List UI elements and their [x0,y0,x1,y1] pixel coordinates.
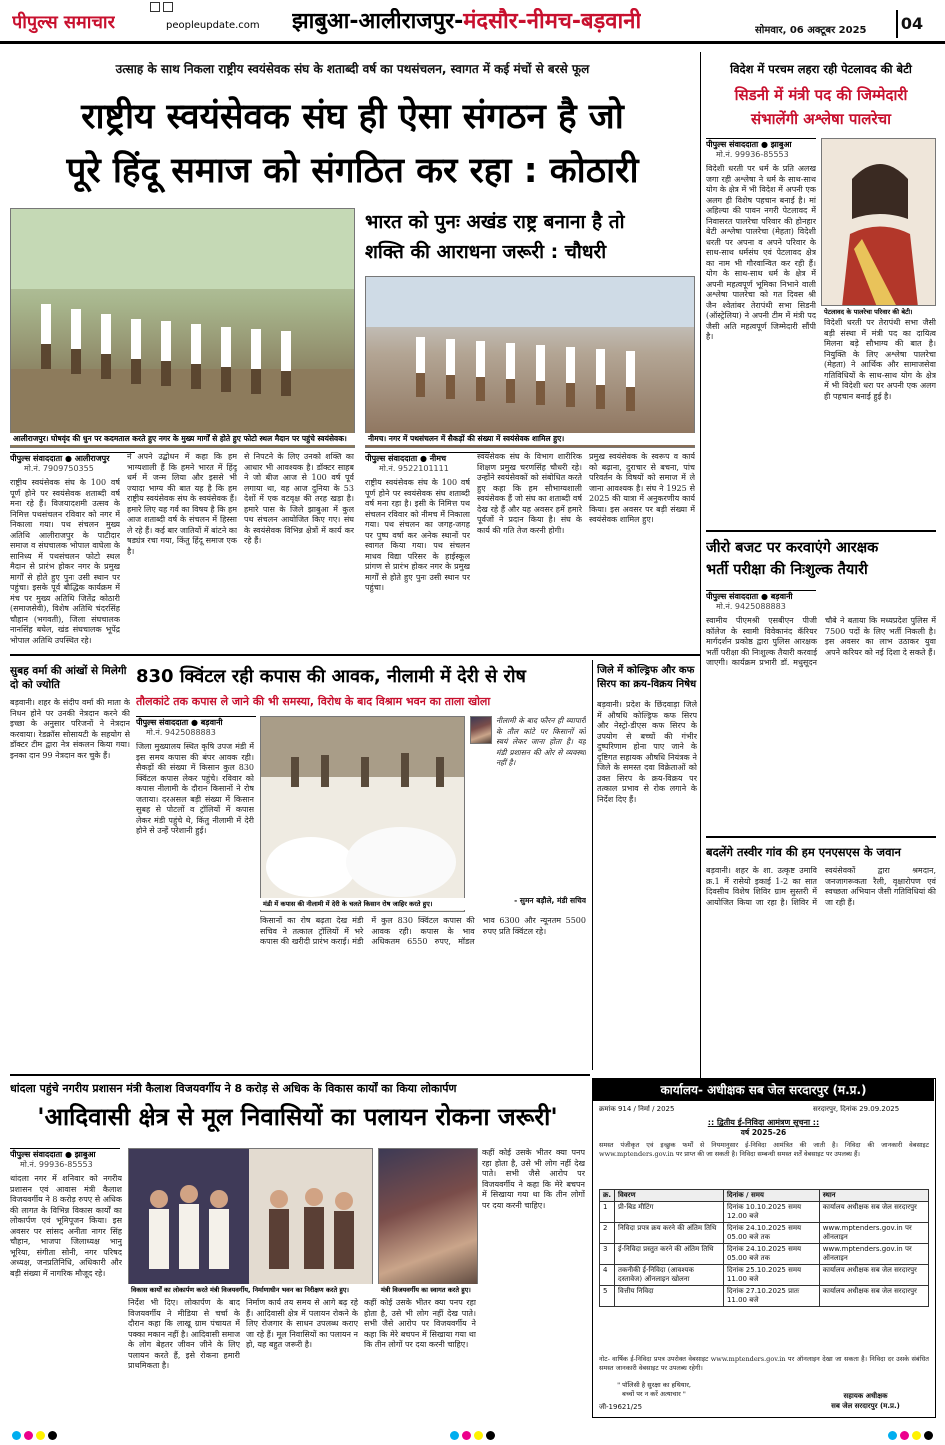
cell: कार्यालय अधीक्षक सब जेल सरदारपुर [819,1202,928,1223]
region-title-red: मंदसौर-नीमच-बड़वानी [463,9,642,34]
tribal-kicker: धांदला पहुंचे नगरीय प्रशासन मंत्री कैलाश विजयवर्गीय ने 8 करोड़ से अधिक के विकास कार्यों का किया लोकार्पण [10,1082,457,1095]
cell: वित्तीय निविदा [615,1286,724,1307]
tribal-photo-inauguration [128,1148,373,1294]
table-row [600,1265,929,1286]
tender-slogan [599,1381,709,1399]
cotton-quote-box [470,716,586,912]
tender-table-header [600,1190,929,1202]
tribal-headline: 'आदिवासी क्षेत्र से मूल निवासियों का पलायन रोकना जरूरी' [37,1103,558,1131]
table-row [600,1223,929,1244]
syrup-headline-line1: जिले में कोल्ड्रिफ और कफ [597,665,695,676]
region-title [292,8,641,36]
registration-mark [150,2,160,12]
tender-ad-code: जी-19621/25 [599,1403,643,1411]
cell: दिनांक 25.10.2025 समय 11.00 बजे [723,1265,819,1286]
cell: 4 [600,1265,615,1286]
region-title-black: झाबुआ-आलीराजपुर- [292,9,464,34]
yellow-dot [36,1431,45,1440]
recruitment-mobile: मो.नं. 9425088883 [716,602,786,611]
cell: प्री-बिड मीटिंग [615,1202,724,1223]
sidebar-kicker: विदेश में परचम लहरा रही पेटलावद की बेटी [730,62,912,76]
issue-date: सोमवार, 06 अक्टूबर 2025 [755,25,867,36]
logo: पीपुल्स समाचार [12,12,115,33]
cotton-subheadline: तौलकांटे तक कपास ले जाने की भी समस्या, विरोध के बाद विश्राम भवन का ताला खोला [136,695,491,708]
cell: कार्यालय अधीक्षक सब जेल सरदारपुर [819,1265,928,1286]
sub-headline-line2: शक्ति की आराधना जरूरी : चौधरी [365,241,607,263]
tender-col-desc: विवरण [615,1190,724,1202]
lead-column-1: राष्ट्रीय स्वयंसेवक संघ के 100 वर्ष पूर्ण होने पर स्वयंसेवक शताब्दी वर्ष मना रहे हैं। विजयादशमी उत्सव के निमित्त पथसंचलन रविवार को नगर में निकाला गया। पथ संचलन मुख्य अतिथि आलीराजपुर के पाटीदार समाज व संघचालक भोपाल वाघेला के सानिध्य में पथसंचलन फोटो स्थल मैदान से प्रारंभ होकर नगर के प्रमुख मार्गों से होते हुए पुनः उसी स्थान पर पहुंचा। इसके पूर्व बौद्धिक कार्यक्रम में मंच पर मुख्य अतिथि जितेंद्र कोठारी (समाजसेवी), विशेष अतिथि चंदरसिंह चौहान (भगवती), जिला संघचालक नानसिंह बघेल, खंड संघचालक भूपेंद्र भोपाल अतिथि उपस्थित रहे। [10,478,120,645]
cell: ई-निविदा प्रस्तुत करने की अंतिम तिथि [615,1244,724,1265]
cotton-body-2: किसानों का रोष बढ़ता देख मंडी सचिव ने तत्काल ट्रॉलियों में भरे कपास की खरीदी प्रारंभ कराई। मंडी में कुल 830 क्विंटल कपास की आवक रही। कपास के भाव अधिकतम 6550 रुपए, मॉडल भाव 6300 और न्यूनतम 5500 रुपए प्रति क्विंटल रहे। [260,916,586,946]
lead-photo-alirajpur [10,208,355,448]
registration-marks-center [450,1431,495,1440]
color-registration-bar [0,1425,945,1445]
lead-column-2: ने अपने उद्बोधन में कहा कि हम भाग्यशाली हैं कि हमने भारत में हिंदू धर्म में जन्म लिया और इससे भी ज्यादा भाग्य की बात यह है कि हम राष्ट्रीय स्वयंसेवक संघ के स्वयंसेवक हैं। हमारे लिए यह गर्व का विषय है कि हम आज शताब्दी वर्ष के संचलन में हिस्सा ले रहे हैं। कई बार जातियों में बांटने का षड्यंत्र रचा गया, किंतु हिंदू समाज एक है। [127,452,237,556]
sidebar-headline-line1: सिडनी में मंत्री पद की जिम्मेदारी [734,86,908,104]
tender-ref: क्रमांक 914 / निर्मा / 2025 [599,1105,675,1113]
neemuch-march-illustration [366,277,695,448]
registration-marks [150,2,173,12]
black-dot [924,1431,933,1440]
sidebar-photo-caption: पेटलावद के पालरेचा परिवार की बेटी। [821,306,936,318]
lead-column-6: प्रमुख स्वयंसेवक के स्वरूप व कार्य को बढ़ाना, दुराचार से बचना, पांच परिवर्तन के विषयों को समाज में ले जाना आवश्यक है। संघ ने 1925 से 2025 की यात्रा में अनुकरणीय कार्य किया। इस अवसर पर बड़ी संख्या में स्वयंसेवक शामिल हुए। [589,452,695,524]
cotton-quote: नीलामी के बाद फौरन ही व्यापारी के तौल कांटे पर किसानों को स्वयं लेकर जाना होता है। यह मंडी प्रशासन की ओर से व्यवस्था नहीं है। [496,716,586,767]
tender-table [599,1189,929,1307]
eye-donation-headline: सुबह वर्मा की आंखों से मिलेगी दो को ज्योति [10,665,127,691]
tribal-body-3: निर्माण कार्य तय समय से आगे बढ़ रहे हैं। आदिवासी क्षेत्र में पलायन रोकने के लिए रोजगार के साधन उपलब्ध कराए जा रहे हैं। मूल निवासियों का पलायन न हो, यह बहुत जरूरी है। [246,1298,358,1349]
yellow-dot [912,1431,921,1440]
tender-signatory [803,1391,928,1411]
tender-col-no: क्र. [600,1190,615,1202]
nss-headline: बदलेंगे तस्वीर गांव की हम एनएसएस के जवान [706,845,901,859]
lead-story [10,48,695,648]
recruitment-headline-line1: जीरो बजट पर करवाएंगे आरक्षक [706,540,879,556]
mandi-secretary-photo [470,716,492,744]
lead-column-4: राष्ट्रीय स्वयंसेवक संघ के 100 वर्ष पूर्ण होने पर स्वयंसेवक संघ शताब्दी वर्ष मना रहा है। इसी के निमित्त पथ संचलन रविवार को नीमच में निकाला गया। पथ संचलन का जगह-जगह पर पुष्प वर्षा कर अनेक स्थानों पर स्वागत किया गया। पथ संचलन माधव विद्या परिसर के हाईस्कूल प्रांगण से प्रारंभ होकर नगर के प्रमुख मार्गों से होते हुए पुनः उसी स्थान पर पहुंचा। [365,478,470,592]
black-dot [48,1431,57,1440]
lead-headline-line1: राष्ट्रीय स्वयंसेवक संघ ही ऐसा संगठन है जो [81,97,624,137]
cyan-dot [888,1431,897,1440]
sidebar-story [706,52,936,522]
column-divider [700,52,701,1092]
page-number: 04 [896,10,926,38]
nss-story [706,836,936,1066]
nss-body: बड़वानी। शहर के शा. उत्कृष्ट उमावि क्र.1 में रासेयो इकाई 1-2 का सात दिवसीय विशेष शिविर ग्राम सुस्तरी में आयोजित किया जा रहा है। शिविर में स्वयंसेवकों द्वारा श्रमदान, जनजागरूकता रैली, वृक्षारोपण एवं स्वच्छता अभियान जैसी गतिविधियां की जा रही हैं। [706,866,936,907]
lead-byline-1: पीपुल्स संवाददाता ● आलीराजपुर [10,452,135,464]
recruitment-byline: पीपुल्स संवाददाता ● बड़वानी [706,590,816,602]
sidebar-body-1: विदेशी धरती पर धर्म के प्रति अलख जगा रही अश्लेषा ने धर्म के साथ-साथ योग के क्षेत्र में भी विदेश में अपनी एक अलग ही विशेष पहचान बनाई है। मां अहिल्या की पावन नगरी पेटलावद में निवासरत पालरेचा परिवार की होनहार बेटी अश्लेषा पालरेचा (मेहता) विदेशी धरती पर अपना व अपने परिवार के साथ-साथ धर्मसंघ एवं पेटलावद क्षेत्र का नाम भी गौरवान्वित कर रही हैं। योग के साथ-साथ धर्म के क्षेत्र में अपनी महत्वपूर्ण भूमिका निभाने वाली अश्लेषा पालरेचा को गत दिवस श्री जैन श्वेतांबर तेरापंथी सभा सिडनी (ऑस्ट्रेलिया) ने अपनी टीम में मंत्री पद जैसी अति महत्वपूर्ण जिम्मेदारी सौंपी है। [706,164,816,341]
magenta-dot [24,1431,33,1440]
eye-donation-body: बड़वानी। शहर के संदीप वर्मा की माता के निधन होने पर उनकी नेत्रदान करने की इच्छा के अनुसार परिजनों ने नेत्रदान करवाया। रेडक्रॉस सोसायटी के सहयोग से डॉक्टर टीम द्वारा नेत्र संकलन किया गया। इनका दान 99 नेत्रदान कर चुके हैं। [10,698,130,760]
website[interactable]: peopleupdate.com [166,20,260,31]
tender-col-place: स्थान [819,1190,928,1202]
cotton-story [136,660,586,1070]
tender-signatory-line2: सब जेल सरदारपुर (म.प्र.) [831,1402,900,1410]
table-row [600,1286,929,1307]
tender-intro: समस्त पंजीकृत एवं इच्छुक फर्मों से नियमानुसार ई-निविदा आमंत्रित की जाती है। निविदा की जानकारी वेबसाइट www.mptenders.gov.in पर प्राप्त की जा सकती है। निविदा सम्बन्धी समस्त शर्तें वेबसाइट पर उपलब्ध हैं। [599,1141,929,1158]
lead-byline-2: पीपुल्स संवाददाता ● नीमच [365,452,490,464]
tender-notice [592,1078,936,1418]
cell[interactable]: www.mptenders.gov.in पर ऑनलाइन [819,1244,928,1265]
cell: 2 [600,1223,615,1244]
tender-schedule [599,1189,929,1307]
cotton-heaps-illustration [261,717,465,912]
tribal-body-4: कहीं कोई उसके भीतर क्या पनप रहा होता है, उसे भी लोग नहीं देख पाते। सभी जैसे आरोप पर विजयवर्गीय ने कहा कि मेरे बचपन में सिखाया गया था कि तीन लोगों पर दया करनी चाहिए। [364,1298,476,1349]
cell: दिनांक 24.10.2025 समय 05.00 बजे तक [723,1223,819,1244]
sidebar-byline: पीपुल्स संवाददाता ● झाबुआ [706,138,816,150]
cell: 1 [600,1202,615,1223]
cell: तकनीकी ई-निविदा (आवश्यक दस्तावेज) ऑनलाइन खोलना [615,1265,724,1286]
eye-donation-story [10,660,130,1070]
cell[interactable]: www.mptenders.gov.in पर ऑनलाइन [819,1223,928,1244]
magenta-dot [462,1431,471,1440]
tribal-body-1: थांदला नगर में शनिवार को नगरीय प्रशासन एवं आवास मंत्री कैलाश विजयवर्गीय ने 8 करोड़ रुपए से अधिक की लागत के विभिन्न विकास कार्यों का लोकार्पण एवं भूमिपूजन किया। इस अवसर पर सांसद अनीता नागर सिंह चौहान, भाजपा जिलाध्यक्ष भानु भूरिया, संगीता सोनी, नगर परिषद अध्यक्ष, जनप्रतिनिधि, अधिकारी और बड़ी संख्या में नागरिक मौजूद रहे। [10,1174,122,1278]
sidebar-portrait-photo [821,138,936,306]
tender-note: नोट- वार्षिक ई-निविदा प्रपत्र उपरोक्त वेबसाइट www.mptenders.gov.in पर ऑनलाइन देखा जा सकता है। निविदा दर उसके संबंधित समस्त जानकारी वेबसाइट पर उपलब्ध रहेगी। [599,1355,929,1372]
cotton-quote-author: - सुमन बड़ौले, मंडी सचिव [514,896,586,905]
tender-slogan-line1: " पॉलिसी है सुरक्षा का हथियार, [617,1381,691,1389]
registration-mark [163,2,173,12]
cotton-byline: पीपुल्स संवाददाता ● बड़वानी [136,716,256,728]
lead-photo1-caption: आलीराजपुर। घोषवृंद की धुन पर कदमताल करते हुए नगर के मुख्य मार्गों से होते हुए फोटो स्थल मैदान पर पहुंचे स्वयंसेवक। [10,433,355,445]
cell: दिनांक 24.10.2025 समय 05.00 बजे तक [723,1244,819,1265]
portrait-illustration [822,139,936,306]
tender-title: कार्यालय- अधीक्षक सब जेल सरदारपुर (म.प्र.) [593,1079,934,1101]
tribal-mobile: मो.नं. 99936-85553 [20,1160,93,1169]
recruitment-body: स्वामीय पीएमश्री एसबीएन पीजी कॉलेज के स्वामी विवेकानंद कॅरियर मार्गदर्शन प्रकोष्ठ द्वारा पुलिस आरक्षक भर्ती परीक्षा की निःशुल्क तैयारी करवाई जाएगी। कार्यक्रम प्रभारी डॉ. मधुसूदन चौबे ने बताया कि मध्यप्रदेश पुलिस में 7500 पदों के लिए भर्ती निकली है। इस अवसर का लाभ उठाकर युवा अपने करियर को नई दिशा दे सकते हैं। [706,616,936,667]
cotton-mobile: मो.नं. 9425088883 [146,728,216,737]
tender-notice-title: :: द्वितीय ई-निविदा आमंत्रण सूचना :: [707,1118,820,1127]
section-divider-2 [10,1074,590,1076]
cell: दिनांक 27.10.2025 प्रातः 11.00 बजे [723,1286,819,1307]
tribal-byline: पीपुल्स संवाददाता ● झाबुआ [10,1148,120,1160]
tribal-photo-welcome [378,1148,478,1294]
table-row [600,1244,929,1265]
syrup-body: बड़वानी। प्रदेश के छिंदवाड़ा जिले में औषधि कोल्ड्रिफ कफ सिरप और नेस्ट्रो-डीएस कफ सिरप के उपयोग से बच्चों की गंभीर दुष्परिणाम होना पाए जाने के दृष्टिगत सहायक औषधि नियंत्रक ने जिले के समस्त दवा विक्रेताओं को उक्त सिरप के क्रय-विक्रय पर तत्काल प्रभाव से रोक लगाने के निर्देश दिए हैं। [597,700,697,804]
table-row [600,1202,929,1223]
cotton-body-1: जिला मुख्यालय स्थित कृषि उपज मंडी में इस समय कपास की बंपर आवक रही। सैकड़ों की संख्या में किसान कुल 830 क्विंटल कपास लेकर पहुंचे। रविवार को कपास नीलामी के दौरान किसानों ने रोष जताया। दरअसल बड़ी संख्या में किसान सुबह से पोटलों व ट्रॉलियों में कपास लेकर मंडी पहुंचे थे, किंतु नीलामी में देरी होने से उन्हें परेशानी हुई। [136,742,254,835]
tender-col-date: दिनांक / समय [723,1190,819,1202]
lead-photo-neemuch [365,276,695,448]
tribal-body-5: कहीं कोई उसके भीतर क्या पनप रहा होता है, उसे भी लोग नहीं देख पाते। सभी जैसे आरोप पर विजयवर्गीय ने कहा कि मेरे बचपन में सिखाया गया था कि तीन लोगों पर दया करनी चाहिए। [482,1148,585,1210]
cotton-headline: 830 क्विंटल रही कपास की आवक, नीलामी में देरी से रोष [136,666,526,687]
cell: दिनांक 10.10.2025 समय 12.00 बजे [723,1202,819,1223]
registration-marks-left [12,1431,57,1440]
tender-date: सरदारपुर, दिनांक 29.09.2025 [813,1105,900,1113]
sub-headline-line1: भारत को पुनः अखंड राष्ट्र बनाना है तो [365,211,625,233]
lead-mobile-1: मो.नं. 7909750355 [24,464,94,473]
cyan-dot [450,1431,459,1440]
cotton-photo-caption: मंडी में कपास की नीलामी में देरी के चलते किसान रोष जाहिर करते हुए। [260,898,465,910]
tribal-photo2-caption: मंत्री विजयवर्गीय का स्वागत करते हुए। [378,1284,478,1296]
black-dot [486,1431,495,1440]
sidebar-mobile: मो.नं. 99936-85553 [716,150,789,159]
lead-mobile-2: मो.नं. 9522101111 [379,464,449,473]
cell: कार्यालय अधीक्षक सब जेल सरदारपुर [819,1286,928,1307]
tender-year: वर्ष 2025-26 [740,1128,787,1137]
yellow-dot [474,1431,483,1440]
sidebar-headline-line2: संभालेंगी अश्लेषा पालरेचा [750,110,891,128]
syrup-headline-line2: सिरप का क्रय-विक्रय निषेध [597,679,697,690]
sidebar-body-2: विदेशी धरती पर तेरापंथी सभा जैसी बड़ी संस्था में मंत्री पद का दायित्व मिलना बड़े सौभाग्य की बात है। नियुक्ति के लिए अश्लेषा पालरेचा (मेहता) ने आर्थिक और सामाजसेवा गतिविधियों के साथ-साथ योग के क्षेत्र में भी विदेशी धरा पर अपनी एक अलग ही पहचान बनाई हुई है। [824,318,936,401]
lead-column-5: स्वयंसेवक संघ के विभाग शारीरिक शिक्षण प्रमुख चरणसिंह चौधरी रहे। उन्होंने स्वयंसेवकों को संबोधित करते हुए कहा कि हम सौभाग्यशाली स्वयंसेवक हैं जो संघ का शताब्दी वर्ष देख रहे हैं और यह अवसर हमें हमारे पूर्वजों ने प्रदान किया है। संघ के कार्य की गति तेज करनी होगी। [477,452,582,535]
lead-photo2-caption: नीमच। नगर में पथसंचलन में सैकड़ों की संख्या में स्वयंसेवक शामिल हुए। [365,433,695,445]
section-divider [10,654,700,656]
lead-kicker: उत्साह के साथ निकला राष्ट्रीय स्वयंसेवक संघ के शताब्दी वर्ष का पथसंचलन, स्वागत में कई मंचों से बरसे फूल [115,62,590,76]
tender-signatory-line1: सहायक अधीक्षक [843,1392,888,1400]
magenta-dot [900,1431,909,1440]
cough-syrup-story [592,660,697,1070]
marching-volunteers-illustration [11,209,355,448]
inauguration-illustration [129,1149,373,1294]
cell: 3 [600,1244,615,1265]
cotton-mandi-photo [260,716,465,912]
tribal-photo1-caption: विकास कार्यों का लोकार्पण करते मंत्री विजयवर्गीय, निर्माणाधीन भवन का निरीक्षण करते हुए। [128,1284,373,1296]
lead-headline-line2: पूरे हिंदू समाज को संगठित कर रहा : कोठारी [66,151,639,191]
tender-slogan-line2: बच्चों पर न करें अत्याचार " [622,1390,686,1398]
tribal-story [10,1078,585,1418]
registration-marks-right [888,1431,933,1440]
cell: 5 [600,1286,615,1307]
masthead [0,0,945,44]
lead-column-3: से निपटने के लिए उनको शक्ति का आधार भी आवश्यक है। डॉक्टर साहब ने जो बीज आज से 100 वर्ष पूर्व लगाया था, वह आज दुनिया के 53 देशों में एक वटवृक्ष की तरह खड़ा है। हमारे पास के जिले झाबुआ में कुल पथ संचलन आयोजित किए गए। संघ के स्वयंसेवक विभिन्न क्षेत्रों में कार्य कर रहे हैं। [244,452,354,545]
recruitment-headline-line2: भर्ती परीक्षा की निःशुल्क तैयारी [706,562,868,578]
cell: निविदा प्रपत्र क्रय करने की अंतिम तिथि [615,1223,724,1244]
recruitment-story [706,530,936,830]
cyan-dot [12,1431,21,1440]
tribal-body-2: निर्देश भी दिए। लोकार्पण के बाद विजयवर्गीय ने मीडिया से चर्चा के दौरान कहा कि लाखू ग्राम पंचायत में पक्का मकान नहीं है। आदिवासी समाज के लोग बेहतर जीवन जीने के लिए पलायन करते हैं, इसे रोकना हमारी प्राथमिकता है। [128,1298,240,1370]
